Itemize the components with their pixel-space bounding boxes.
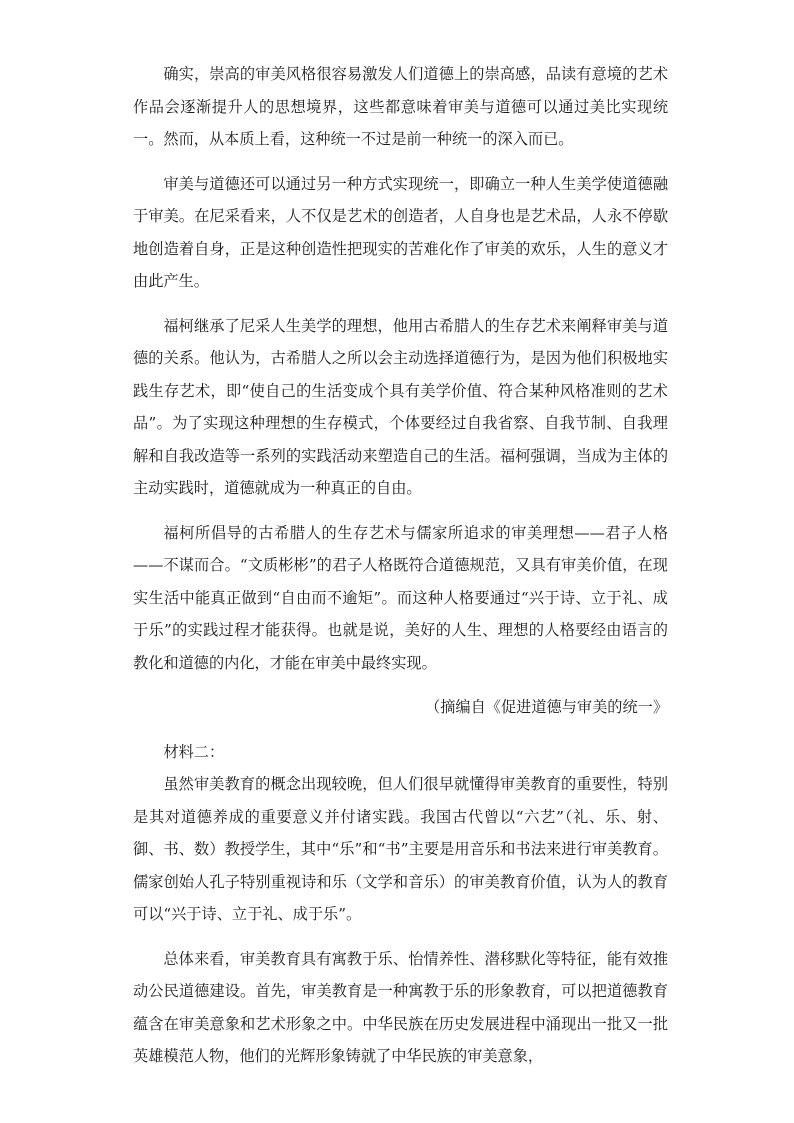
paragraph-6: 总体来看，审美教育具有寓教于乐、怡情养性、潜移默化等特征，能有效推动公民道德建设。首先，审美教育是一种寓教于乐的形象教育，可以把道德教育蕴含在审美意象和艺术形象之中。中华民族在历史发展进程中涌现出一批又一批英雄模范人物，他们的光辉形象铸就了中华民族的审美意象， xyxy=(133,949,668,1065)
paragraph-2: 审美与道德还可以通过另一种方式实现统一，即确立一种人生美学使道德融于审美。在尼采看来，人不仅是艺术的创造者，人自身也是艺术品，人永不停歇地创造着自身，正是这种创造性把现实的苦难化作了审美的欢乐，人生的意义才由此产生。 xyxy=(133,174,668,290)
paragraph-4: 福柯所倡导的古希腊人的生存艺术与儒家所追求的审美理想——君子人格——不谋而合。“文质彬彬”的君子人格既符合道德规范，又具有审美价值，在现实生活中能真正做到“自由而不逾矩”。而这种人格要通过“兴于诗、立于礼、成于乐”的实践过程才能获得。也就是说，美好的人生、理想的人格要经由语言的教化和道德的内化，才能在审美中最终实现。 xyxy=(133,523,668,672)
paragraph-1: 确实，崇高的审美风格很容易激发人们道德上的崇高感，品读有意境的艺术作品会逐渐提升人的思想境界，这些都意味着审美与道德可以通过美比实现统一。然而，从本质上看，这种统一不过是前一种统一的深入而已。 xyxy=(133,65,668,148)
paragraph-3: 福柯继承了尼采人生美学的理想，他用古希腊人的生存艺术来阐释审美与道德的关系。他认为，古希腊人之所以会主动选择道德行为，是因为他们积极地实践生存艺术，即“使自己的生活变成个具有美学价值、符合某种风格准则的艺术品”。为了实现这种理想的生存模式，个体要经过自我省察、自我节制、自我理解和自我改造等一系列的实践活动来塑造自己的生活。福柯强调，当成为主体的主动实践时，道德就成为一种真正的自由。 xyxy=(133,316,668,497)
document-page xyxy=(133,58,668,1073)
paragraph-5: 虽然审美教育的概念出现较晚，但人们很早就懂得审美教育的重要性，特别是其对道德养成的重要意义并付诸实践。我国古代曾以“六艺”（礼、乐、射、御、书、数）教授学生，其中“乐”和“书”主要是用音乐和书法来进行审美教育。儒家创始人孔子特别重视诗和乐（文学和音乐）的审美教育价值，认为人的教育可以“兴于诗、立于礼、成于乐”。 xyxy=(133,775,668,923)
source-citation: （摘编自《促进道德与审美的统一》 xyxy=(425,698,668,716)
section-heading: 材料二： xyxy=(163,742,225,761)
